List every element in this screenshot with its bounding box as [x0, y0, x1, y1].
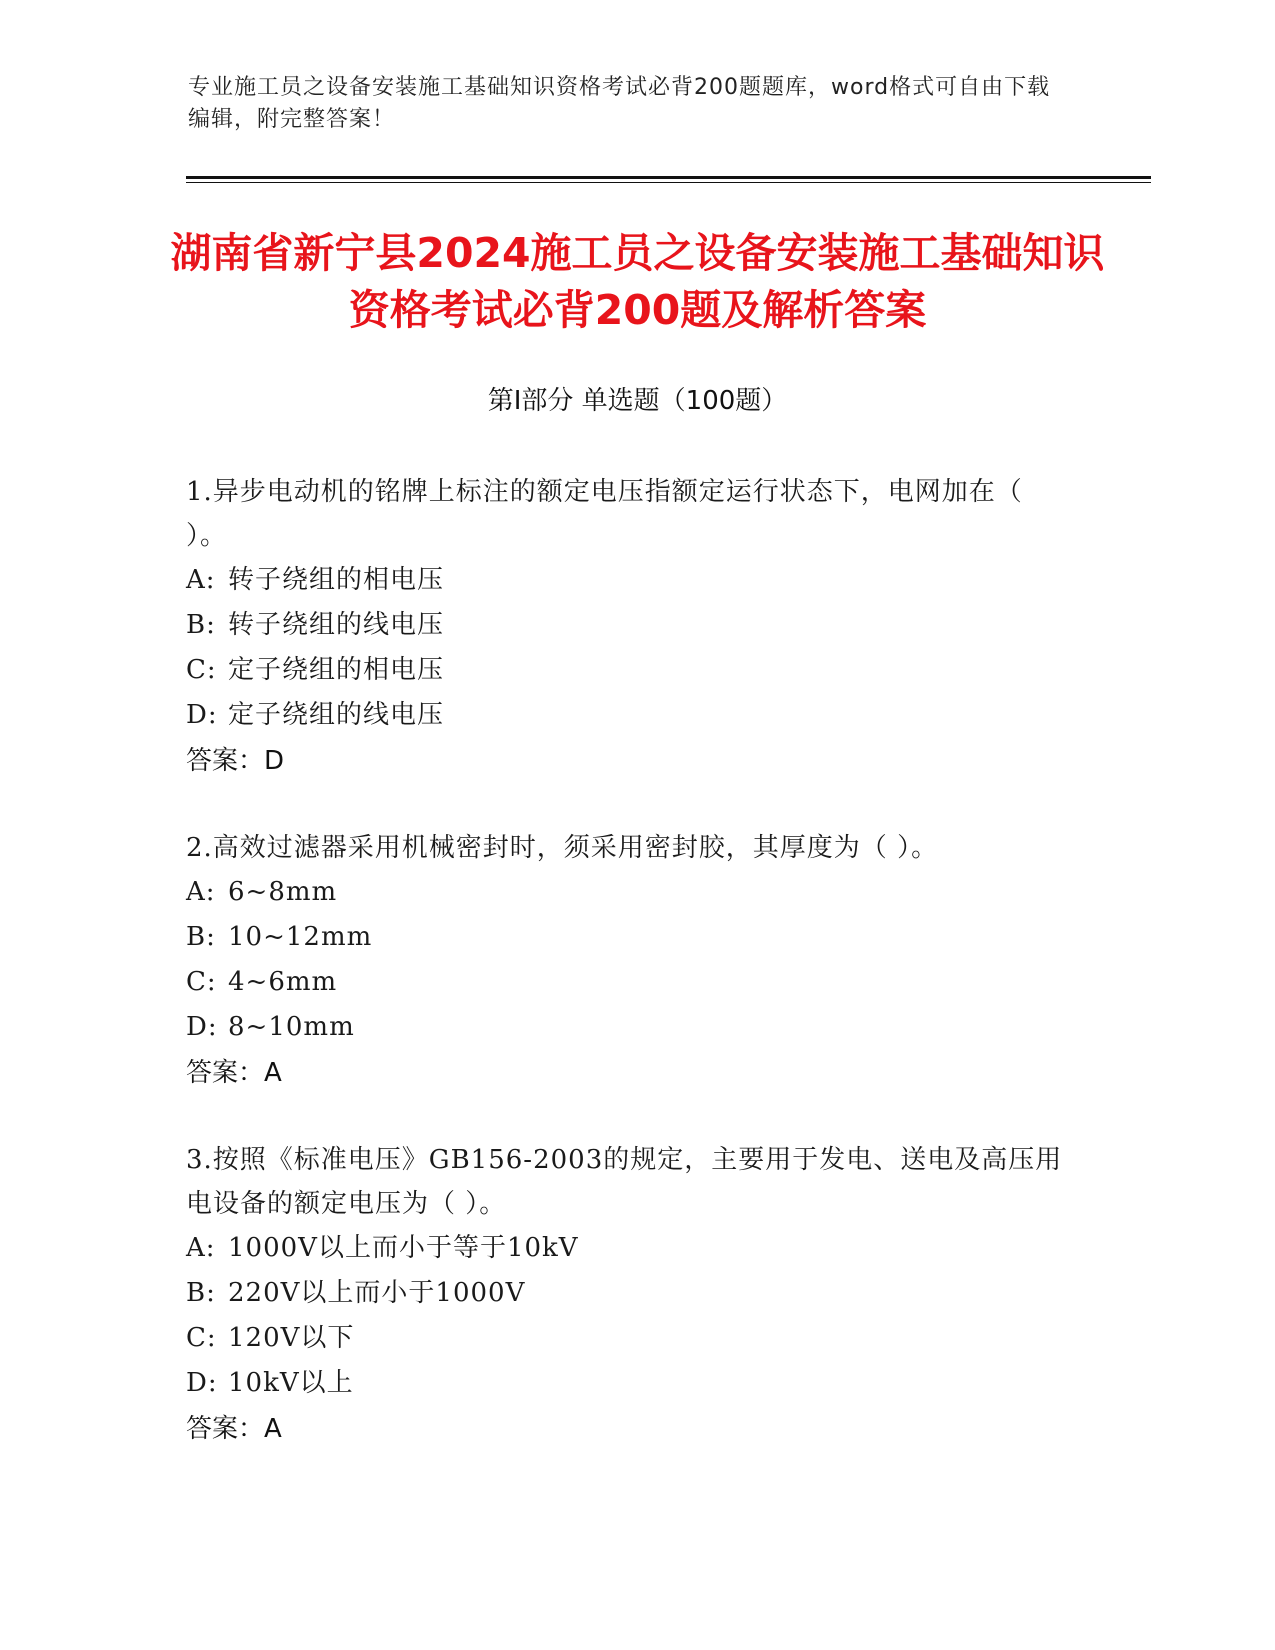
option-text: 120V以下 [228, 1323, 355, 1353]
option-key: A: [186, 1233, 216, 1263]
header-note: 专业施工员之设备安装施工基础知识资格考试必背200题题库，word格式可自由下载编辑，附完整答案！ [188, 75, 1051, 132]
option-text: 定子绕组的相电压 [228, 655, 445, 685]
option-key: B: [186, 922, 216, 952]
question-3 [186, 1138, 1066, 1452]
option-key: D: [186, 1012, 218, 1042]
option-a [186, 558, 1066, 603]
question-spacer [186, 1096, 1066, 1138]
header-rule-thick [186, 176, 1151, 179]
document-title: 湖南省新宁县2024施工员之设备安装施工基础知识资格考试必背200题及解析答案 [170, 229, 1105, 334]
answer-line: 答案：A [186, 1058, 282, 1088]
option-key: C: [186, 655, 217, 685]
section-title: 第I部分 单选题（100题） [487, 386, 788, 416]
option-d [186, 1361, 1066, 1406]
option-d [186, 693, 1066, 738]
option-c [186, 960, 1066, 1005]
question-2 [186, 826, 1066, 1096]
option-a [186, 870, 1066, 915]
header-rule-thin [186, 182, 1151, 183]
option-key: C: [186, 1323, 217, 1353]
option-c [186, 648, 1066, 693]
option-key: B: [186, 1278, 216, 1308]
option-key: A: [186, 565, 216, 595]
option-text: 转子绕组的线电压 [228, 610, 445, 640]
option-key: A: [186, 877, 216, 907]
option-key: C: [186, 967, 217, 997]
option-c [186, 1316, 1066, 1361]
option-b [186, 603, 1066, 648]
option-key: B: [186, 610, 216, 640]
question-stem: 3.按照《标准电压》GB156-2003的规定，主要用于发电、送电及高压用电设备的额定电压为（ ）。 [186, 1145, 1063, 1219]
option-text: 1000V以上而小于等于10kV [228, 1233, 579, 1263]
question-stem: 2.高效过滤器采用机械密封时，须采用密封胶，其厚度为（ ）。 [186, 833, 939, 863]
option-text: 转子绕组的相电压 [228, 565, 445, 595]
option-a [186, 1226, 1066, 1271]
option-text: 定子绕组的线电压 [228, 700, 445, 730]
option-text: 10kV以上 [228, 1368, 354, 1398]
question-stem: 1.异步电动机的铭牌上标注的额定电压指额定运行状态下，电网加在（ ）。 [186, 477, 1023, 551]
option-b [186, 1271, 1066, 1316]
answer-line: 答案：A [186, 1414, 282, 1444]
option-text: 10~12mm [228, 922, 373, 952]
question-1 [186, 470, 1066, 784]
option-text: 8~10mm [228, 1012, 355, 1042]
option-text: 6~8mm [228, 877, 338, 907]
option-key: D: [186, 700, 218, 730]
question-spacer [186, 784, 1066, 826]
option-text: 220V以上而小于1000V [228, 1278, 526, 1308]
option-b [186, 915, 1066, 960]
question-list [186, 470, 1066, 1452]
answer-line: 答案：D [186, 746, 285, 776]
option-key: D: [186, 1368, 218, 1398]
option-d [186, 1005, 1066, 1050]
option-text: 4~6mm [228, 967, 338, 997]
